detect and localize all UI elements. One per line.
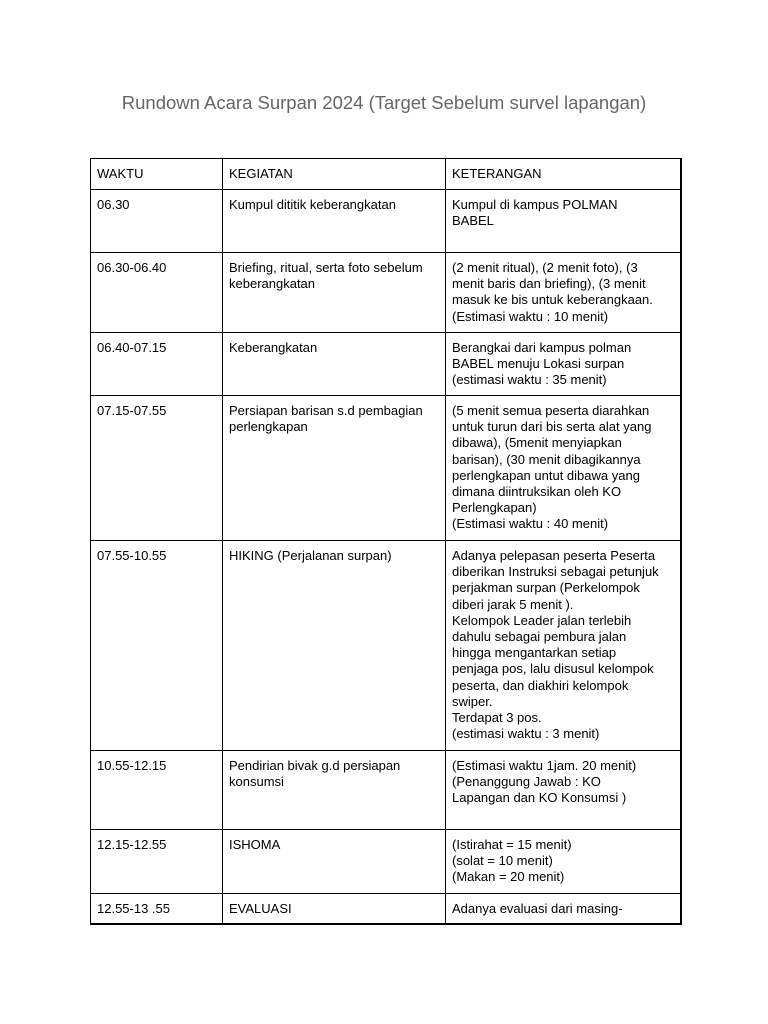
page-title: Rundown Acara Surpan 2024 (Target Sebelum survel lapangan) xyxy=(121,92,647,113)
table-row xyxy=(91,333,681,396)
header-keterangan: KETERANGAN xyxy=(446,159,681,190)
header-waktu: WAKTU xyxy=(91,159,223,190)
table-row xyxy=(91,830,681,894)
table-row xyxy=(91,396,681,541)
cell-kegiatan: Pendirian bivak g.d persiapan konsumsi xyxy=(223,751,446,830)
cell-keterangan: Kumpul di kampus POLMAN BABEL xyxy=(446,190,681,253)
header-kegiatan: KEGIATAN xyxy=(223,159,446,190)
cell-waktu: 12.55-13 .55 xyxy=(91,894,223,925)
table-header-row xyxy=(91,159,681,190)
table-row xyxy=(91,894,681,925)
cell-waktu: 10.55-12.15 xyxy=(91,751,223,830)
cell-keterangan: (Estimasi waktu 1jam. 20 menit) (Penanggung Jawab : KO Lapangan dan KO Konsumsi ) xyxy=(446,751,681,830)
cell-kegiatan: ISHOMA xyxy=(223,830,446,894)
table-row xyxy=(91,253,681,333)
cell-waktu: 07.55-10.55 xyxy=(91,541,223,751)
cell-kegiatan: Kumpul dititik keberangkatan xyxy=(223,190,446,253)
cell-kegiatan: EVALUASI xyxy=(223,894,446,925)
table-row xyxy=(91,190,681,253)
cell-kegiatan: Persiapan barisan s.d pembagian perlengkapan xyxy=(223,396,446,541)
cell-kegiatan: HIKING (Perjalanan surpan) xyxy=(223,541,446,751)
cell-keterangan: (5 menit semua peserta diarahkan untuk turun dari bis serta alat yang dibawa), (5menit menyiapkan barisan), (30 menit dibagikannya perlengkapan untut dibawa yang dimana diintruksikan oleh KO Perlengkapan) (Estimasi waktu : 40 menit) xyxy=(446,396,681,541)
cell-waktu: 12.15-12.55 xyxy=(91,830,223,894)
cell-keterangan: Adanya evaluasi dari masing- xyxy=(446,894,681,925)
table-row xyxy=(91,751,681,830)
cell-keterangan: (2 menit ritual), (2 menit foto), (3 menit baris dan briefing), (3 menit masuk ke bis untuk keberangkaan. (Estimasi waktu : 10 menit) xyxy=(446,253,681,333)
cell-waktu: 06.30 xyxy=(91,190,223,253)
cell-kegiatan: Keberangkatan xyxy=(223,333,446,396)
cell-keterangan: (Istirahat = 15 menit) (solat = 10 menit) (Makan = 20 menit) xyxy=(446,830,681,894)
cell-keterangan: Adanya pelepasan peserta Peserta diberikan Instruksi sebagai petunjuk perjakman surpan (Perkelompok diberi jarak 5 menit ). Kelompok Leader jalan terlebih dahulu sebagai pembura jalan hingga mengantarkan setiap penjaga pos, lalu disusul kelompok peserta, dan diakhiri kelompok swiper. Terdapat 3 pos. (estimasi waktu : 3 menit) xyxy=(446,541,681,751)
cell-waktu: 07.15-07.55 xyxy=(91,396,223,541)
cell-waktu: 06.30-06.40 xyxy=(91,253,223,333)
cell-keterangan: Berangkai dari kampus polman BABEL menuju Lokasi surpan (estimasi waktu : 35 menit) xyxy=(446,333,681,396)
cell-waktu: 06.40-07.15 xyxy=(91,333,223,396)
rundown-table xyxy=(90,158,682,925)
table-row xyxy=(91,541,681,751)
cell-kegiatan: Briefing, ritual, serta foto sebelum keberangkatan xyxy=(223,253,446,333)
